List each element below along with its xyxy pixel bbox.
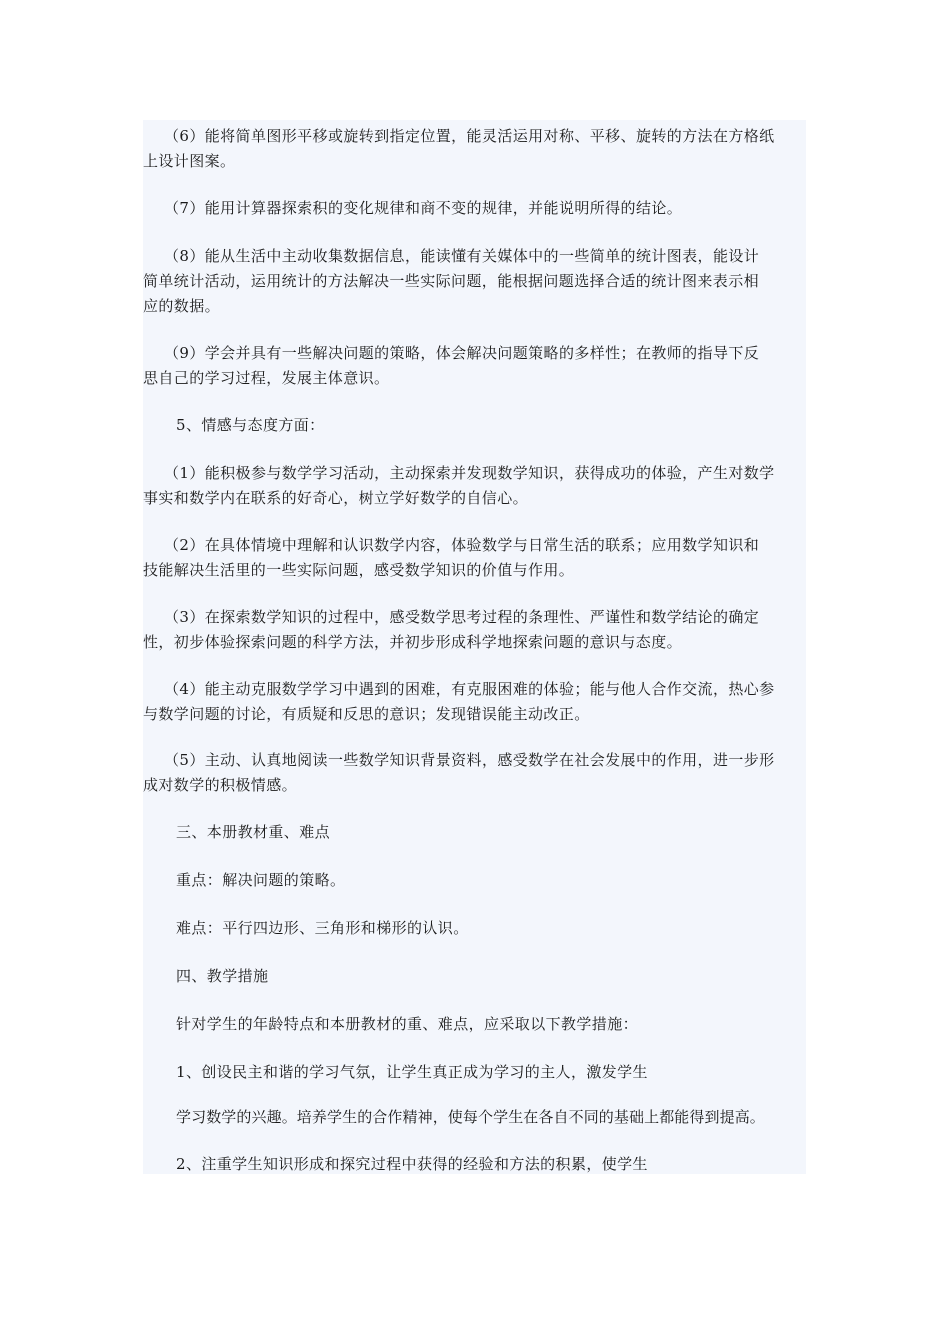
section-heading-5 — [143, 413, 818, 438]
paragraph-line: 重点：解决问题的策略。 — [176, 871, 346, 889]
paragraph-line: 学习数学的兴趣。培养学生的合作精神，使每个学生在各自不同的基础上都能得到提高。 — [176, 1108, 765, 1126]
paragraph-8 — [143, 244, 818, 319]
paragraph-6 — [143, 124, 818, 174]
paragraph-line: （5）主动、认真地阅读一些数学知识背景资料，感受数学在社会发展中的作用，进一步形 — [164, 751, 775, 769]
paragraph-line: （2）在具体情境中理解和认识数学内容，体验数学与日常生活的联系；应用数学知识和 — [164, 536, 760, 554]
paragraph-line: 难点：平行四边形、三角形和梯形的认识。 — [176, 919, 469, 937]
paragraph-line: 事实和数学内在联系的好奇心，树立学好数学的自信心。 — [143, 489, 529, 507]
paragraph-line: （9）学会并具有一些解决问题的策略，体会解决问题策略的多样性；在教师的指导下反 — [164, 344, 760, 362]
paragraph-line: （4）能主动克服数学学习中遇到的困难，有克服困难的体验；能与他人合作交流，热心参 — [164, 680, 775, 698]
measure-1-line-2 — [143, 1105, 818, 1130]
paragraph-line: 2、注重学生知识形成和探究过程中获得的经验和方法的积累，使学生 — [176, 1155, 648, 1173]
paragraph-line: 成对数学的积极情感。 — [143, 776, 298, 794]
attitude-item-5 — [143, 748, 818, 798]
attitude-item-3 — [143, 605, 818, 655]
paragraph-line: （6）能将简单图形平移或旋转到指定位置，能灵活运用对称、平移、旋转的方法在方格纸 — [164, 127, 775, 145]
paragraph-line: 针对学生的年龄特点和本册教材的重、难点，应采取以下教学措施： — [176, 1015, 639, 1033]
heading-line: 5、情感与态度方面： — [176, 416, 325, 434]
measure-2-line-1 — [143, 1152, 818, 1177]
paragraph-line: 简单统计活动，运用统计的方法解决一些实际问题，能根据问题选择合适的统计图来表示相 — [143, 272, 760, 290]
attitude-item-4 — [143, 677, 818, 727]
paragraph-9 — [143, 341, 818, 391]
paragraph-line: 应的数据。 — [143, 297, 221, 315]
attitude-item-2 — [143, 533, 818, 583]
paragraph-7 — [143, 196, 818, 221]
section-heading-3 — [143, 820, 818, 845]
paragraph-line: 1、创设民主和谐的学习气氛，让学生真正成为学习的主人，激发学生 — [176, 1063, 648, 1081]
measure-1-line-1 — [143, 1060, 818, 1085]
paragraph-line: （1）能积极参与数学学习活动，主动探索并发现数学知识，获得成功的体验，产生对数学 — [164, 464, 775, 482]
paragraph-line: 上设计图案。 — [143, 152, 236, 170]
key-point — [143, 868, 818, 893]
heading-line: 四、教学措施 — [176, 967, 269, 985]
paragraph-line: 思自己的学习过程，发展主体意识。 — [143, 369, 390, 387]
section-heading-4 — [143, 964, 818, 989]
attitude-item-1 — [143, 461, 818, 511]
paragraph-line: 与数学问题的讨论，有质疑和反思的意识；发现错误能主动改正。 — [143, 705, 590, 723]
heading-line: 三、本册教材重、难点 — [176, 823, 331, 841]
paragraph-line: 性，初步体验探索问题的科学方法，并初步形成科学地探索问题的意识与态度。 — [143, 633, 683, 651]
paragraph-line: （8）能从生活中主动收集数据信息，能读懂有关媒体中的一些简单的统计图表，能设计 — [164, 247, 760, 265]
difficult-point — [143, 916, 818, 941]
paragraph-line: （3）在探索数学知识的过程中，感受数学思考过程的条理性、严谨性和数学结论的确定 — [164, 608, 760, 626]
paragraph-line: （7）能用计算器探索积的变化规律和商不变的规律，并能说明所得的结论。 — [164, 199, 683, 217]
paragraph-line: 技能解决生活里的一些实际问题，感受数学知识的价值与作用。 — [143, 561, 575, 579]
measures-intro — [143, 1012, 818, 1037]
